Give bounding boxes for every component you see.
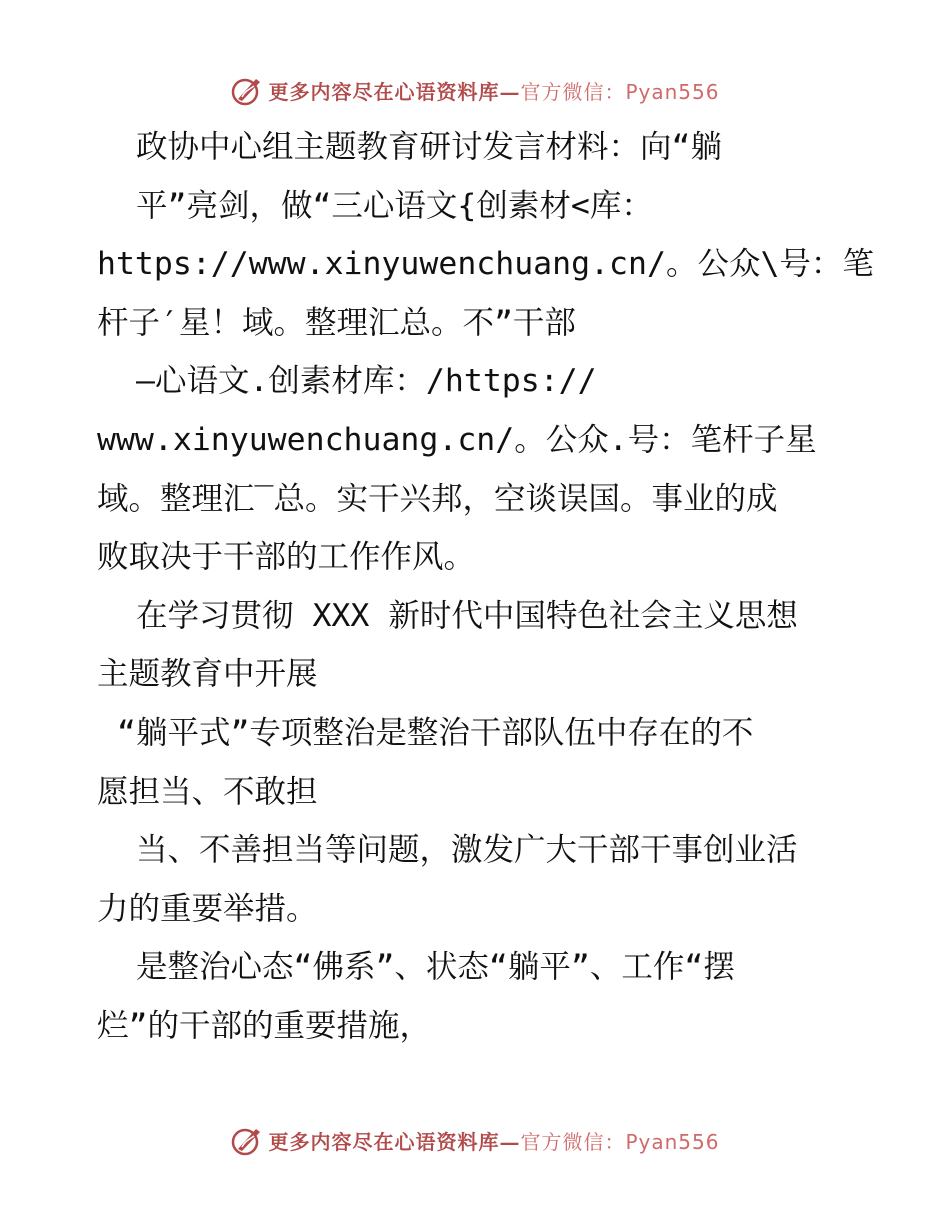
body-line: https://www.xinyuwenchuang.cn/。公众\号：笔 [97,246,874,283]
document-body [97,118,874,1056]
footer-banner-main: 更多内容尽在心语资料库— [268,1129,521,1154]
pen-logo-icon [230,73,264,107]
body-line: 域。整理汇‾总。实干兴邦，空谈误国。事业的成 [97,480,778,517]
body-line: 烂”的干部的重要措施， [97,1007,431,1044]
body-line: “躺平式”专项整治是整治干部队伍中存在的不 [117,714,754,751]
body-line: 力的重要举措。 [97,890,318,927]
header-banner-wechat: 官方微信：Pyan556 [520,79,720,104]
body-line: 当、不善担当等问题，激发广大干部干事创业活 [136,832,798,869]
body-line: 政协中心组主题教育研讨发言材料：向“躺 [136,129,722,165]
footer-banner-wechat: 官方微信：Pyan556 [520,1129,720,1154]
header-banner-text [268,76,719,105]
body-line: 主题教育中开展 [97,656,318,693]
body-line: www.xinyuwenchuang.cn/。公众.号：笔杆子星 [97,421,817,458]
header-banner [0,70,950,110]
pen-logo-icon [230,1123,264,1157]
body-line: 愿担当、不敢担 [97,773,318,810]
body-line: 在学习贯彻 XXX 新时代中国特色社会主义思想 [136,597,798,634]
header-banner-main: 更多内容尽在心语资料库— [268,79,521,104]
body-line: 平”亮剑，做“三心语文{创素材<库： [136,187,653,224]
footer-banner [0,1120,950,1160]
body-line: 败取决于干部的工作作风。 [97,539,476,576]
body-line: 是整治心态“佛系”、状态“躺平”、工作“摆 [136,949,735,986]
body-line: 杆子′星！域。整理汇总。不”干部 [97,304,576,341]
body-line: —心语文.创素材库：/https:// [136,363,597,400]
footer-banner-text [268,1126,719,1155]
